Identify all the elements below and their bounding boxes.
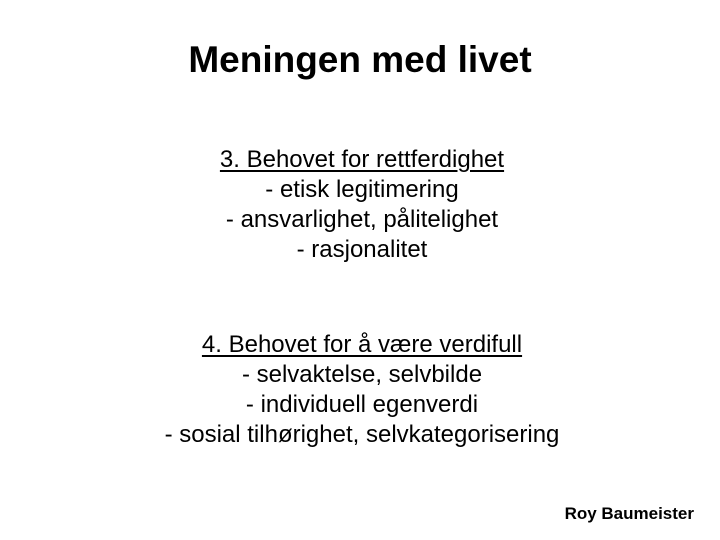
slide-title: Meningen med livet xyxy=(188,39,532,80)
section-heading: 3. Behovet for rettferdighet xyxy=(219,146,505,173)
bullet-item: - rasjonalitet xyxy=(296,236,428,263)
bullet-item: - selvaktelse, selvbilde xyxy=(241,361,483,388)
section-worth xyxy=(0,330,720,450)
attribution: Roy Baumeister xyxy=(564,504,694,523)
bullet-item: - individuell egenverdi xyxy=(245,391,479,418)
section-heading: 4. Behovet for å være verdifull xyxy=(201,331,523,358)
section-justice xyxy=(0,145,720,265)
bullet-item: - etisk legitimering xyxy=(265,176,459,203)
bullet-item: - ansvarlighet, pålitelighet xyxy=(225,206,499,233)
bullet-item: - sosial tilhørighet, selvkategorisering xyxy=(164,421,560,448)
